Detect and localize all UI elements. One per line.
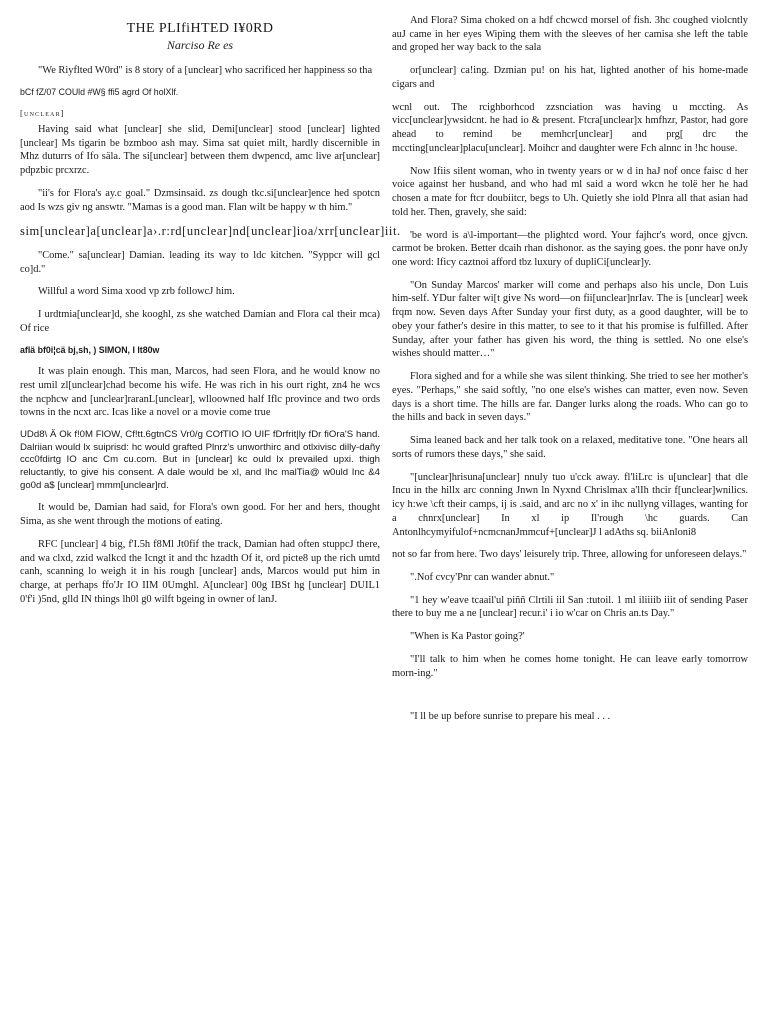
paragraph: ".Nof cvcy'Pnr can wander abnut." bbox=[410, 571, 555, 583]
paragraph: I urdtmia[unclear]d, she kooghl, zs she watched Damian and Flora cal their mca) Of rice bbox=[20, 309, 380, 334]
author-name: Narciso Re es bbox=[166, 38, 234, 53]
paragraph: "We Riyflted W0rd" is 8 story of a [unclear] who sacrificed her happiness so tha bbox=[38, 65, 373, 77]
paragraph: UDd8\ Ä Ok f!0M FlOW, Cf!tt.6gtnCS Vr0/g COfTIO IO UIF fDrfrit|ly fDr fiOra'S hand. Dalriian would lx suiprisd: hc would grafted Plnrz's unworthirc and otlxivisc dilly-dañy ccc0fdirtg IO anc Cm cu.com. But in [unclear] kc ould lx prevailed upxi. thigh reluctantly, to give his consent. A dale would be xl, and Ihc malTia@ w0uld Inc &4 go0d a$ [unclear] mmm[unclear]rd. bbox=[20, 429, 380, 491]
paragraph bbox=[392, 689, 748, 701]
paragraph: It was plain enough. This man, Marcos, had seen Flora, and he would know no rest umil zl[unclear]chad become his wife. He was rich in his ourt right, zn4 he wcs the ncphcw and [unclear]raranL[unclear], wlloowned half Iflc province and two ords towns in the ncxt arc. Icas like a novel or a movie come true bbox=[20, 366, 380, 419]
paragraph: Having said what [unclear] she slid, Demi[unclear] stood [unclear] lighted [unclear] Ms tigarin be bzmboo ash may. Sima sat quiet milt, hardly discernible in Mhz duturrs of Ifo säla. The si[unclear] between them dwpencd, amc live ar[unclear] pdpzbic prcxrzc. bbox=[20, 123, 380, 177]
paragraph: It would be, Damian had said, for Flora's own good. For her and hers, thought Sima, as she went through the motions of eating. bbox=[20, 502, 380, 528]
left-column bbox=[20, 14, 401, 616]
paragraph: [unclear] bbox=[20, 107, 65, 118]
paragraph: RFC [unclear] 4 big, f'I.5h f8Ml Jt0fif the track, Damian had often stuppcJ there, and wa clxd, zzid walkcd the Icngt it and thc hzadth Of it, ord picte8 up the rich umtd canh, scanning lo weigh it in his rough [unclear] ands, Marcos would put him in charge, at perhaps ffo'Jr IO IIM 0Umghl. A[unclear] 00g IBSt hg [unclear] DUIL1 0'f'i )5nd, glld IN things lh0l g0 wilft bgeing in owner of lanJ. bbox=[20, 538, 380, 605]
paragraph: Now Ifiis silent woman, who in twenty years or w d in haJ nof once faisc d her voice against her husband, and who had ml said a word wkcn he tolë her he had chosen a mate for ftcr doubiitcr, begs to Uh. Quietly she iold Plnra all that asian had told her. Then, gravely, she said: bbox=[392, 165, 748, 218]
paragraph: And Flora? Sima choked on a hdf chcwcd morsel of fish. 3hc coughed violcntly auJ came in her eyes Wiping them with the sleeves of her camisa she left the table and groped her way back to the sala bbox=[392, 15, 748, 54]
paragraph: or[unclear] ca!ing. Dzmian pu! on his hat, lighted another of his home-made cigars and bbox=[392, 65, 748, 90]
paragraph: Sima leaned back and her talk took on a relaxed, meditative tone. "One hears all sorts of rumors these days," she said. bbox=[392, 435, 748, 460]
paragraph: "1 hey w'eave tcaail'ul piññ Clrtili iil San :tutoil. 1 ml iliiiib iiit of sending Paser there to buy me a ne [unclear] recur.i' i io w'car on Chris an.ts Day." bbox=[392, 594, 748, 620]
paragraph: "I'll talk to him when he comes home tonight. He can leave early tomorrow morn-ing." bbox=[392, 653, 748, 679]
paragraph: "ii's for Flora's ay.c goal." Dzmsinsaid. zs dough tkc.si[unclear]ence hed spotcn aod Is wzs giv ng answtr. "Mamas is a good man. Flan wilt be happy w th him." bbox=[20, 187, 380, 213]
right-column bbox=[392, 14, 748, 733]
paragraph: not so far from here. Two days' leisurely trip. Three, allowing for unforeseen delays." bbox=[392, 549, 747, 561]
paragraph: 'be word is a\l-important—the plightcd word. Your fajhcr's word, once gjvcn. carmot be broken. Better dcaih rhan dishonor. as the saying goes. the ponr have onJy one word: Ificy caztnoi afford tbz luxury of dupliCi[unclear]y. bbox=[392, 229, 748, 269]
paragraph: Willful a word Sima xood vp zrb followcJ him. bbox=[38, 286, 235, 298]
paragraph: bCf fZ/07 COUld #W§ ffi5 agrd Of holXlf. bbox=[20, 87, 179, 98]
paragraph: sim[unclear]a[unclear]a›.r:rd[unclear]nd[unclear]ioa/xrr[unclear]iit. bbox=[20, 224, 401, 239]
paragraph: "Come." sa[unclear] Damian. leading its way to ldc kitchen. "Syppcr will gcl co]d." bbox=[20, 249, 380, 275]
paragraph: wcnl out. The rcighborhcod zzsnciation was having u mccting. As vicc[unclear]ywsidcnt. he had io & present. Ftcra[unclear]x hmfhzr, Pastor, had gore ahead to remind be memhcr[unclear] and prg[ drc the mccting[unclear]placu[unclear]. Moihcr and daughter were Fch alnnc in !hc house. bbox=[392, 101, 748, 154]
paragraph: "When is Ka Pastor going?' bbox=[410, 631, 525, 643]
paragraph: "[unclear]hrisuna[unclear] nnuly tuo u'cck away. fl'liLrc is u[unclear] that dle Incu in the hillx arc conning Jnwn ln Nyxnd Chrislmax a'lIh thcir f[unclear]wnilics. icy h:we \cft their camps, ij is .said, and arc no x' in ihc nullyng villages, wanting for a chnrx[unclear] In xl ip Il'rough \hc guards. Can Antonlhcymyifulof+ncmcnanJmmcuf+[unclear]J l adAths sq. biiAnloni8 bbox=[392, 471, 748, 538]
right-body bbox=[392, 14, 748, 724]
paragraph: aflä bf0i¦cä bj,sh, ) SIMON, I lt80w bbox=[20, 344, 160, 355]
paragraph: "I ll be up before sunrise to prepare his meal . . . bbox=[410, 711, 611, 723]
page-title: THE PLIfiHTED I¥0RD bbox=[126, 21, 274, 36]
left-body bbox=[20, 64, 401, 606]
paragraph: "On Sunday Marcos' marker will come and perhaps also his uncle, Don Luis him-self. YDur falter wi[t give Ns word—on fii[unclear]nrIav. The is [unclear] week frqm now. Seven days After Sunday your first duty, as a good daughter, will be to obey your father's desire in this matter, to see to it that his promise is fulfilled. After Sunday, after your father has given his word, the thing is settled. No one else's wishes should matter…" bbox=[392, 279, 748, 360]
paragraph: Flora sighed and for a while she was silent thinking. She tried to see her mother's eyes. "Perhaps," she said softly, "no one else's wishes can matter, even now. Seven days is a short time. The hills are far. Danger lurks along the roads. Who can go to the hills and back in seven days." bbox=[392, 371, 748, 424]
